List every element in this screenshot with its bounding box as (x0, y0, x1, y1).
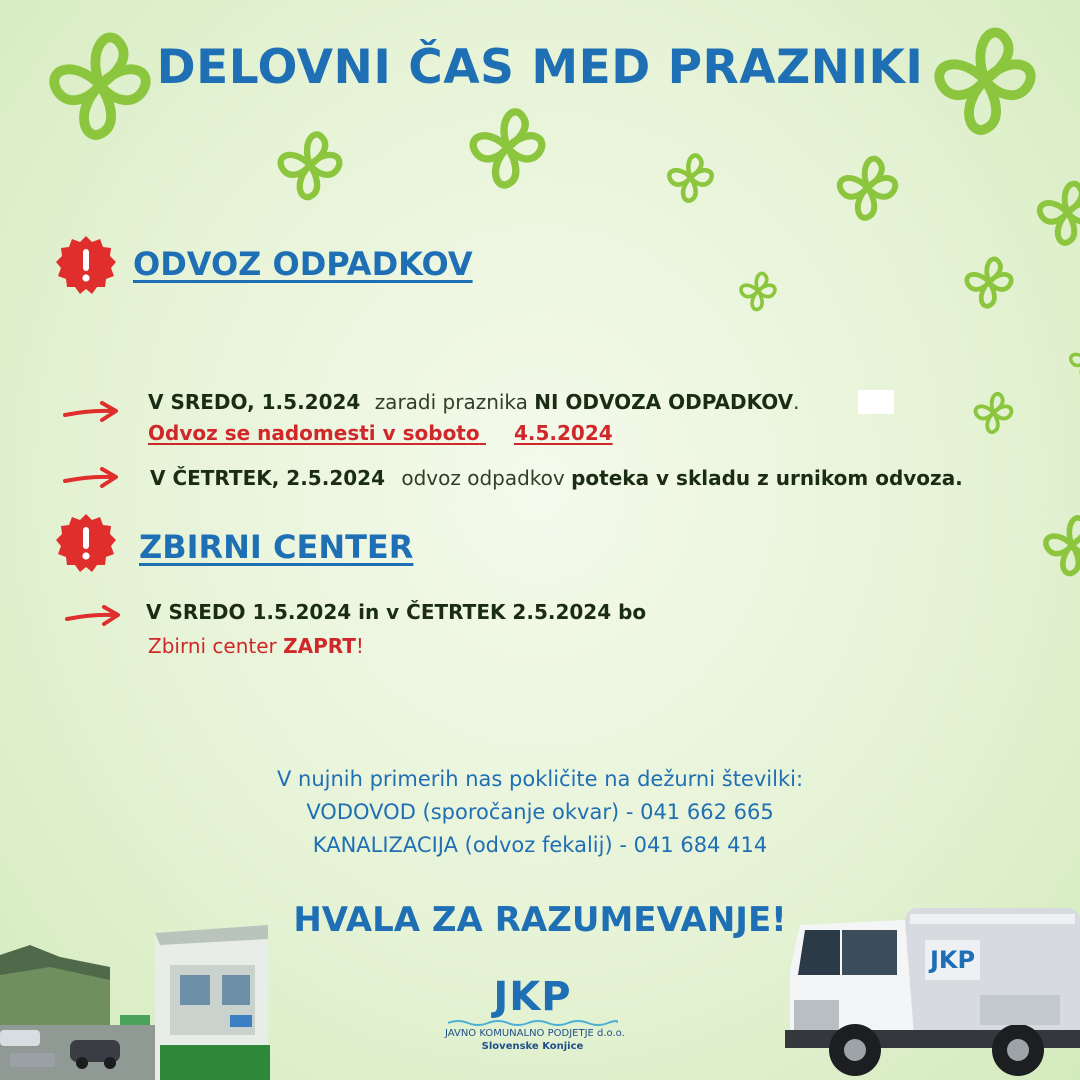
svg-text:JKP: JKP (930, 946, 976, 974)
logo-place: Slovenske Konjice (481, 1041, 584, 1052)
clover-icon (1025, 170, 1080, 255)
date-thursday: V ČETRTEK, 2.5.2024 (150, 466, 385, 490)
clover-icon (825, 145, 910, 230)
reason-text: zaradi praznika (374, 390, 528, 414)
collection-text: odvoz odpadkov (401, 466, 565, 490)
replacement-text: Odvoz se nadomesti v soboto (148, 421, 480, 445)
section-heading-waste: ODVOZ ODPADKOV (133, 245, 473, 283)
logo-mark: JKP (493, 974, 572, 1020)
waste-item-thursday (150, 466, 963, 490)
exclamation-badge-icon (55, 512, 117, 574)
white-box (858, 390, 894, 414)
contact-water: VODOVOD (sporočanje okvar) - 041 662 665 (306, 800, 774, 824)
clover-icon (658, 145, 723, 210)
red-arrow-icon (62, 466, 120, 490)
section-heading-center: ZBIRNI CENTER (139, 528, 414, 566)
collection-center-photo (0, 905, 270, 1080)
schedule-status: poteka v skladu z urnikom odvoza. (571, 466, 963, 490)
exclamation-badge-icon (55, 234, 117, 296)
contact-sewage: KANALIZACIJA (odvoz fekalij) - 041 684 414 (312, 833, 768, 857)
garbage-truck-photo (780, 900, 1080, 1080)
center-dates: V SREDO 1.5.2024 in v ČETRTEK 2.5.2024 bo (146, 600, 647, 624)
company-logo (445, 974, 625, 1065)
clover-icon (955, 248, 1023, 316)
center-closed-prefix: Zbirni center (148, 634, 277, 658)
logo-company-name: JAVNO KOMUNALNO PODJETJE d.o.o. (445, 1028, 625, 1039)
status-period: . (793, 390, 800, 414)
logo-wave-icon (448, 1019, 618, 1027)
replacement-date: 4.5.2024 (513, 421, 613, 445)
thanks-message: HVALA ZA RAZUMEVANJE! (293, 900, 787, 940)
page-title: DELOVNI ČAS MED PRAZNIKI (156, 40, 924, 95)
closed-exclamation: ! (355, 634, 364, 658)
clover-icon (1032, 505, 1080, 585)
center-closed-line (148, 634, 364, 658)
no-collection-status: NI ODVOZA ODPADKOV (534, 390, 794, 414)
date-wednesday: V SREDO, 1.5.2024 (148, 390, 361, 414)
contact-intro: V nujnih primerih nas pokličite na dežurni številki: (276, 767, 804, 791)
red-arrow-icon (64, 604, 122, 628)
red-arrow-icon (62, 400, 120, 424)
center-closure-line (146, 600, 646, 624)
replacement-line (148, 421, 613, 445)
clover-icon (1062, 335, 1080, 385)
clover-icon (732, 265, 784, 317)
closed-status: ZAPRT (283, 634, 356, 658)
clover-icon (265, 120, 355, 210)
clover-icon (455, 95, 560, 200)
waste-item-wednesday (148, 390, 800, 414)
clover-icon (966, 385, 1021, 440)
